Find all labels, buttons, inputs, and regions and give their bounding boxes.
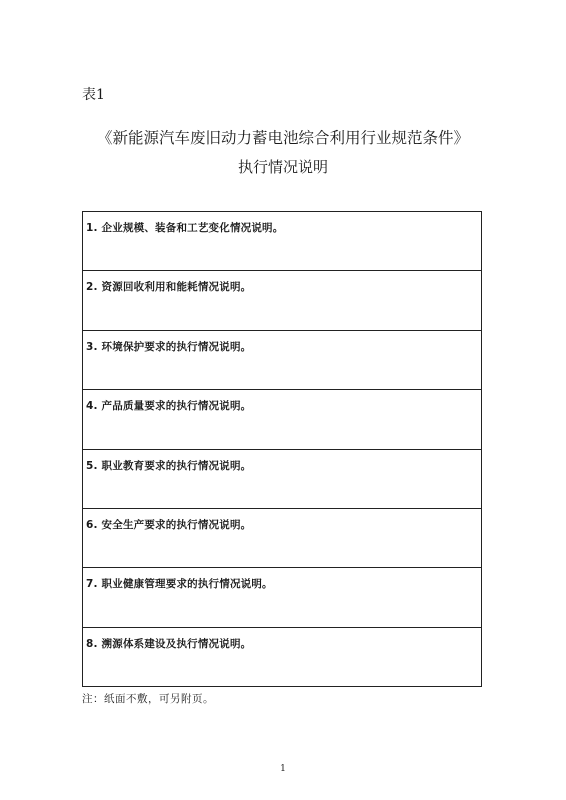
form-table xyxy=(82,211,482,687)
row-label: 4. 产品质量要求的执行情况说明。 xyxy=(86,400,252,413)
row-label: 6. 安全生产要求的执行情况说明。 xyxy=(86,518,252,531)
form-row-occupational-health[interactable] xyxy=(83,568,481,627)
form-row-vocational-education[interactable] xyxy=(83,450,481,509)
form-row-resource-recycling-energy[interactable] xyxy=(83,271,481,330)
row-label: 5. 职业教育要求的执行情况说明。 xyxy=(86,459,252,472)
footnote: 注：纸面不敷，可另附页。 xyxy=(82,693,214,705)
form-row-product-quality[interactable] xyxy=(83,390,481,449)
row-label: 2. 资源回收利用和能耗情况说明。 xyxy=(86,281,252,294)
form-row-traceability-system[interactable] xyxy=(83,628,481,686)
row-label: 8. 溯源体系建设及执行情况说明。 xyxy=(86,637,252,650)
document-title: 《新能源汽车废旧动力蓄电池综合利用行业规范条件》 xyxy=(96,129,469,147)
form-row-environmental-protection[interactable] xyxy=(83,331,481,390)
form-row-scale-equipment-process[interactable] xyxy=(83,212,481,271)
form-row-safety-production[interactable] xyxy=(83,509,481,568)
row-label: 7. 职业健康管理要求的执行情况说明。 xyxy=(86,578,273,591)
table-label: 表1 xyxy=(82,87,105,103)
document-subtitle: 执行情况说明 xyxy=(237,158,328,176)
row-label: 3. 环境保护要求的执行情况说明。 xyxy=(86,340,252,353)
page-number: 1 xyxy=(280,764,286,774)
row-label: 1. 企业规模、装备和工艺变化情况说明。 xyxy=(86,222,284,234)
